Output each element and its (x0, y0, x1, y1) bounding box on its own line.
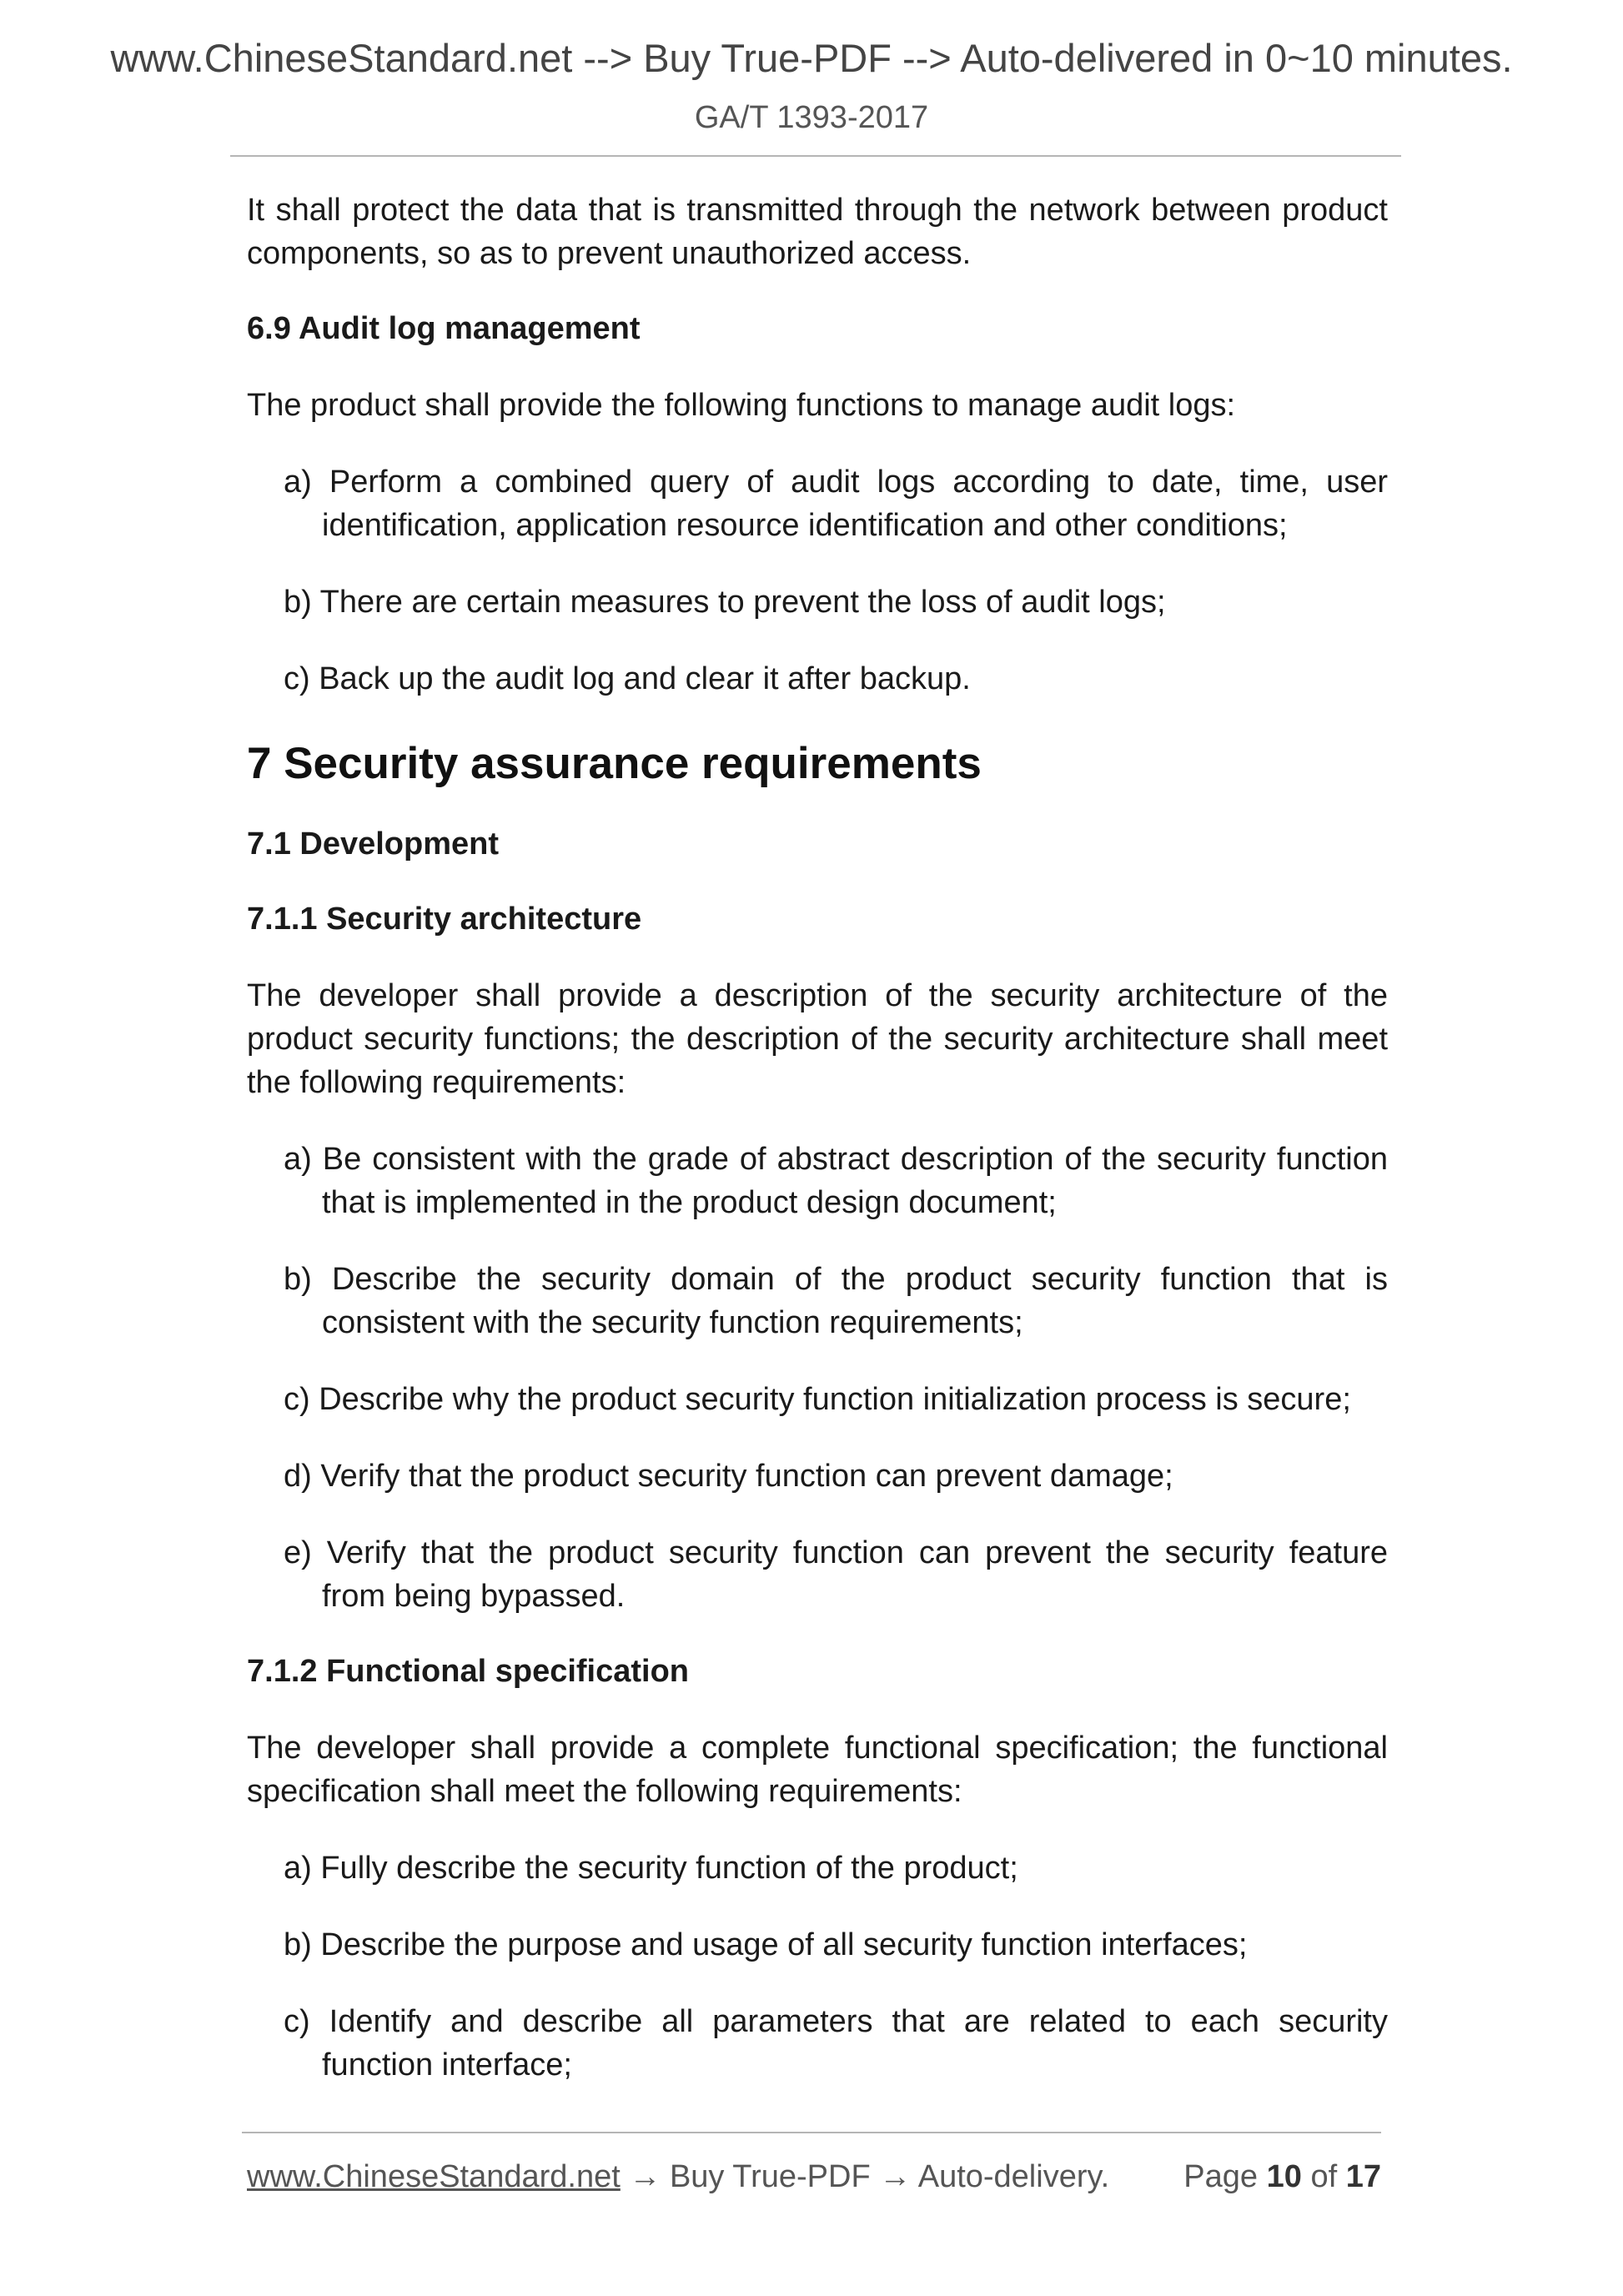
section-7-1-1-lead: The developer shall provide a description of the security architecture of the product security functions; the description of the security architecture shall meet the following requirements: (247, 978, 1388, 1100)
page-number (1183, 2155, 1381, 2198)
page-footer (247, 2155, 1381, 2198)
page-current: 10 (1266, 2159, 1302, 2194)
arrow-right-icon: → (879, 2159, 912, 2194)
page-label: Page (1183, 2159, 1259, 2194)
document-body (247, 188, 1388, 2087)
header-banner: www.ChineseStandard.net --> Buy True-PDF --> Auto-delivered in 0~10 minutes. (110, 36, 1513, 80)
of-label: of (1310, 2159, 1338, 2194)
list-item: b) Describe the security domain of the product security function that is consistent with the security function requirements; (284, 1262, 1388, 1340)
section-7-1-2-lead: The developer shall provide a complete functional specification; the functional specification shall meet the following requirements: (247, 1731, 1388, 1809)
footer-buy-text: Buy True-PDF (669, 2159, 871, 2194)
list-item: a) Be consistent with the grade of abstract description of the security function that is implemented in the product design document; (284, 1142, 1388, 1220)
header-divider (230, 155, 1401, 157)
arrow-right-icon: → (629, 2159, 661, 2194)
section-6-9-heading: 6.9 Audit log management (247, 311, 641, 346)
intro-paragraph: It shall protect the data that is transmitted through the network between product components, so as to prevent unauthorized access. (247, 193, 1388, 271)
section-7-heading: 7 Security assurance requirements (247, 739, 982, 788)
footer-delivery-text: Auto-delivery. (917, 2159, 1110, 2194)
section-7-1-2-heading: 7.1.2 Functional specification (247, 1654, 690, 1689)
section-7-1-1-heading: 7.1.1 Security architecture (247, 902, 642, 937)
list-item: b) There are certain measures to prevent the loss of audit logs; (284, 585, 1166, 620)
list-item: a) Fully describe the security function of the product; (284, 1851, 1018, 1886)
page-total: 17 (1345, 2159, 1381, 2194)
section-6-9-lead: The product shall provide the following functions to manage audit logs: (247, 388, 1236, 423)
list-item: c) Describe why the product security function initialization process is secure; (284, 1382, 1351, 1417)
footer-divider (242, 2132, 1381, 2133)
list-item: c) Identify and describe all parameters that are related to each security function interface; (284, 2004, 1388, 2082)
list-item: a) Perform a combined query of audit logs according to date, time, user identification, application resource identification and other conditions; (284, 465, 1388, 543)
list-item: c) Back up the audit log and clear it after backup. (284, 661, 971, 696)
footer-site-link[interactable]: www.ChineseStandard.net (247, 2159, 621, 2194)
list-item: b) Describe the purpose and usage of all security function interfaces; (284, 1927, 1248, 1962)
standard-number: GA/T 1393-2017 (694, 100, 929, 135)
list-item: e) Verify that the product security function can prevent the security feature from being bypassed. (284, 1535, 1388, 1614)
list-item: d) Verify that the product security function can prevent damage; (284, 1459, 1173, 1494)
section-7-1-heading: 7.1 Development (247, 826, 499, 862)
